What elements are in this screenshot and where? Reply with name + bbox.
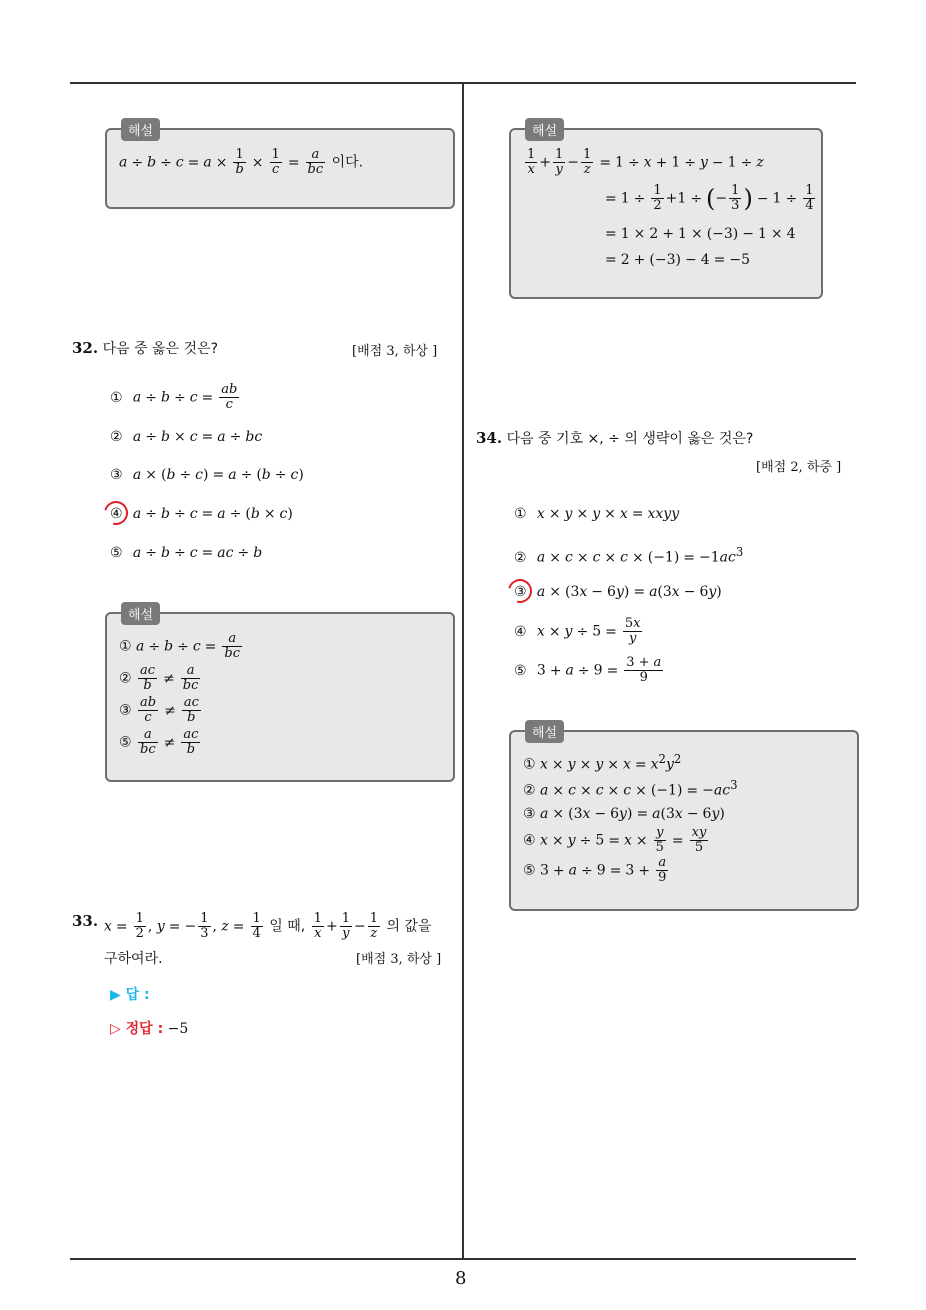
q32-sol-line-3: ③ $\frac{ab}{c}$ ≠ $\frac{ac}{b}$: [119, 695, 199, 725]
solution-tag: 해설: [525, 720, 564, 743]
q33-score: [배점 3, 하상 ]: [356, 952, 442, 967]
q33-heading: [72, 912, 98, 930]
q33-question-line-1: x = $\frac{1}{2}$ , y = − $\frac{1}{3}$ , z = $\frac{1}{4}$ 일 때, $\frac{1}{x}$ + $\frac{1}{y}$ − $\frac{1}{z}$ 의 값을: [104, 911, 432, 941]
q34-option-4[interactable]: ④ x × y ÷ 5 = $\frac{5x}{y}$: [514, 616, 641, 646]
q34-sol-line-4: ④ x × y ÷ 5 = x × $\frac{y}{5}$ = $\frac{xy}{5}$: [523, 825, 707, 855]
q34-question: 다음 중 기호 ×, ÷ 의 생략이 옳은 것은?: [506, 431, 754, 447]
solution-tag: 해설: [525, 118, 564, 141]
q34-sol-line-1: ① $x \times y \times y \times x = x^2y^2$: [523, 752, 682, 773]
q34-score: [배점 2, 하중 ]: [756, 460, 842, 475]
q33-question-line-2: 구하여라.: [104, 951, 163, 967]
q33-sol-line-2: = 1 ÷ $\frac{1}{2}$ +1 ÷ (− $\frac{1}{3}$ ) − 1 ÷ $\frac{1}{4}$: [605, 183, 814, 213]
q32-solution-box: [105, 608, 455, 782]
q34-option-2[interactable]: ② $a \times c \times c \times c \times (-1) = -1ac^3$: [514, 545, 744, 566]
q32-number: 32.: [72, 339, 99, 357]
q34-solution-box: [509, 726, 859, 911]
q33-sol-line-1: $\frac{1}{x}$ + $\frac{1}{y}$ − $\frac{1}{z}$ = 1 ÷ x + 1 ÷ y − 1 ÷ z: [527, 147, 764, 177]
q31-solution-box: [105, 124, 455, 209]
q31-solution-line: a ÷ b ÷ c = a × $\frac{1}{b}$ × $\frac{1}{c}$ = $\frac{a}{bc}$ 이다.: [119, 147, 364, 177]
footer-rule: [70, 1258, 856, 1260]
q33-sol-line-4: = 2 + (−3) − 4 = −5: [605, 252, 750, 268]
q32-option-2[interactable]: ② a ÷ b × c = a ÷ bc: [110, 429, 263, 445]
q33-sol-line-3: = 1 × 2 + 1 × (−3) − 1 × 4: [605, 226, 796, 242]
q32-answer-mark: [100, 497, 133, 530]
q32-score: [배점 3, 하상 ]: [352, 344, 438, 359]
q34-sol-line-2: ② $a \times c \times c \times c \times (-1) = -ac^3$: [523, 778, 738, 799]
page-number: 8: [455, 1268, 467, 1289]
q34-number: 34.: [476, 429, 503, 447]
q33-correct-answer: ▷ 정답 : −5: [110, 1021, 189, 1037]
q33-number: 33.: [72, 912, 99, 930]
q31-solution-suffix: 이다.: [331, 154, 364, 171]
solution-tag: 해설: [121, 602, 160, 625]
q33-answer-label: ▶ 답 :: [110, 987, 150, 1003]
q34-option-3[interactable]: ③ a × (3x − 6y) = a(3x − 6y): [514, 584, 722, 600]
q32-question: 다음 중 옳은 것은?: [102, 341, 219, 357]
q32-option-3[interactable]: ③ a × (b ÷ c) = a ÷ (b ÷ c): [110, 467, 304, 483]
q32-sol-line-1: ① a ÷ b ÷ c = $\frac{a}{bc}$: [119, 631, 240, 661]
column-divider: [462, 82, 464, 1260]
q32-option-1[interactable]: ① a ÷ b ÷ c = $\frac{ab}{c}$: [110, 382, 238, 412]
q32-option-4[interactable]: ④ a ÷ b ÷ c = a ÷ (b × c): [110, 506, 293, 522]
q34-answer-mark: [504, 575, 537, 608]
q34-option-1[interactable]: ① x × y × y × x = xxyy: [514, 506, 680, 522]
q34-option-5[interactable]: ⑤ 3 + a ÷ 9 = $\frac{3 + a}{9}$: [514, 655, 662, 685]
q32-option-5[interactable]: ⑤ a ÷ b ÷ c = ac ÷ b: [110, 545, 263, 561]
q32-sol-line-4: ⑤ $\frac{a}{bc}$ ≠ $\frac{ac}{b}$: [119, 727, 199, 757]
q34-heading: [476, 428, 753, 448]
q33-solution-box: [509, 124, 823, 299]
q34-sol-line-5: ⑤ 3 + a ÷ 9 = 3 + $\frac{a}{9}$: [523, 855, 667, 885]
solution-tag: 해설: [121, 118, 160, 141]
q32-sol-line-2: ② $\frac{ac}{b}$ ≠ $\frac{a}{bc}$: [119, 663, 199, 693]
q32-heading: [72, 338, 218, 358]
q34-sol-line-3: ③ a × (3x − 6y) = a(3x − 6y): [523, 806, 725, 822]
